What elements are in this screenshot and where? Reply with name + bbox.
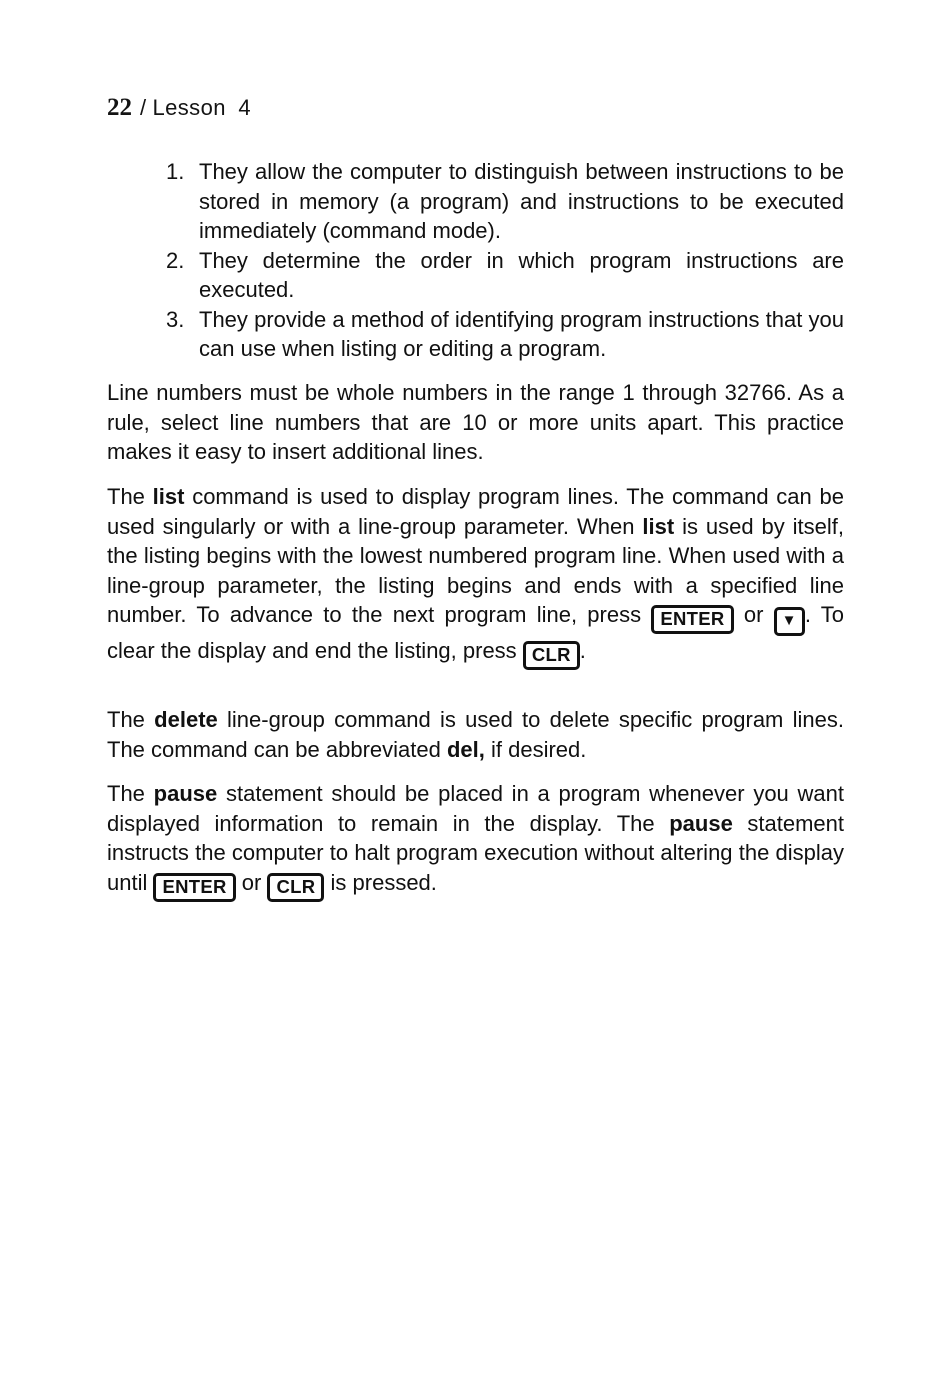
- clr-key: CLR: [267, 873, 324, 902]
- list-item: [166, 246, 844, 305]
- enter-key: ENTER: [651, 605, 733, 634]
- bold-term: del,: [446, 736, 485, 762]
- page-number: 22: [107, 94, 132, 121]
- down-arrow-key: ▼: [774, 607, 805, 636]
- paragraph-line-numbers: Line numbers must be whole numbers in the range 1 through 32766. As a rule, select line numbers that are 10 or more units apart. This practice makes it easy to insert additional lines.: [107, 380, 844, 464]
- list-item-text: They allow the computer to distinguish between instructions to be stored in memory (a program) and instructions to be executed immediately (command mode).: [199, 159, 844, 243]
- paragraph-delete-command: The delete line-group command is used to delete specific program lines. The command can be abbreviated del, if desired.: [107, 707, 844, 762]
- clr-key: CLR: [523, 641, 580, 670]
- enter-key: ENTER: [153, 873, 235, 902]
- bold-term: pause: [669, 810, 733, 836]
- list-item-text: They provide a method of identifying program instructions that you can use when listing or editing a program.: [199, 306, 844, 361]
- bold-term: delete: [154, 707, 218, 732]
- page-header: [107, 93, 251, 123]
- bold-term: list: [642, 513, 675, 539]
- paragraph-pause-statement: The pause statement should be placed in a program whenever you want displayed information to remain in the display. The pause statement instructs the computer to halt program execution without altering the display until ENTER or CLR is pressed.: [107, 779, 844, 902]
- lesson-title: Lesson 4: [152, 95, 252, 120]
- list-item: [166, 305, 844, 364]
- list-item-number: 3.: [166, 306, 185, 332]
- list-item-number: 1.: [166, 159, 185, 184]
- bold-term: pause: [153, 781, 218, 806]
- numbered-list: [166, 157, 844, 364]
- list-item: [166, 157, 844, 246]
- list-item-text: They determine the order in which program instructions are executed.: [199, 247, 844, 302]
- bold-term: list: [152, 484, 185, 509]
- paragraph-list-command: The list command is used to display program lines. The command can be used singularly or with a line-group parameter. When list is used by itself, the listing begins with the lowest numbered program line. When used with a line-group parameter, the listing begins and ends with a specified line number. To advance to the next program line, press ENTER or ▼ . To clear the display and end the listing, press CLR .: [107, 482, 844, 670]
- header-separator: /: [140, 95, 147, 120]
- list-item-number: 2.: [166, 247, 185, 273]
